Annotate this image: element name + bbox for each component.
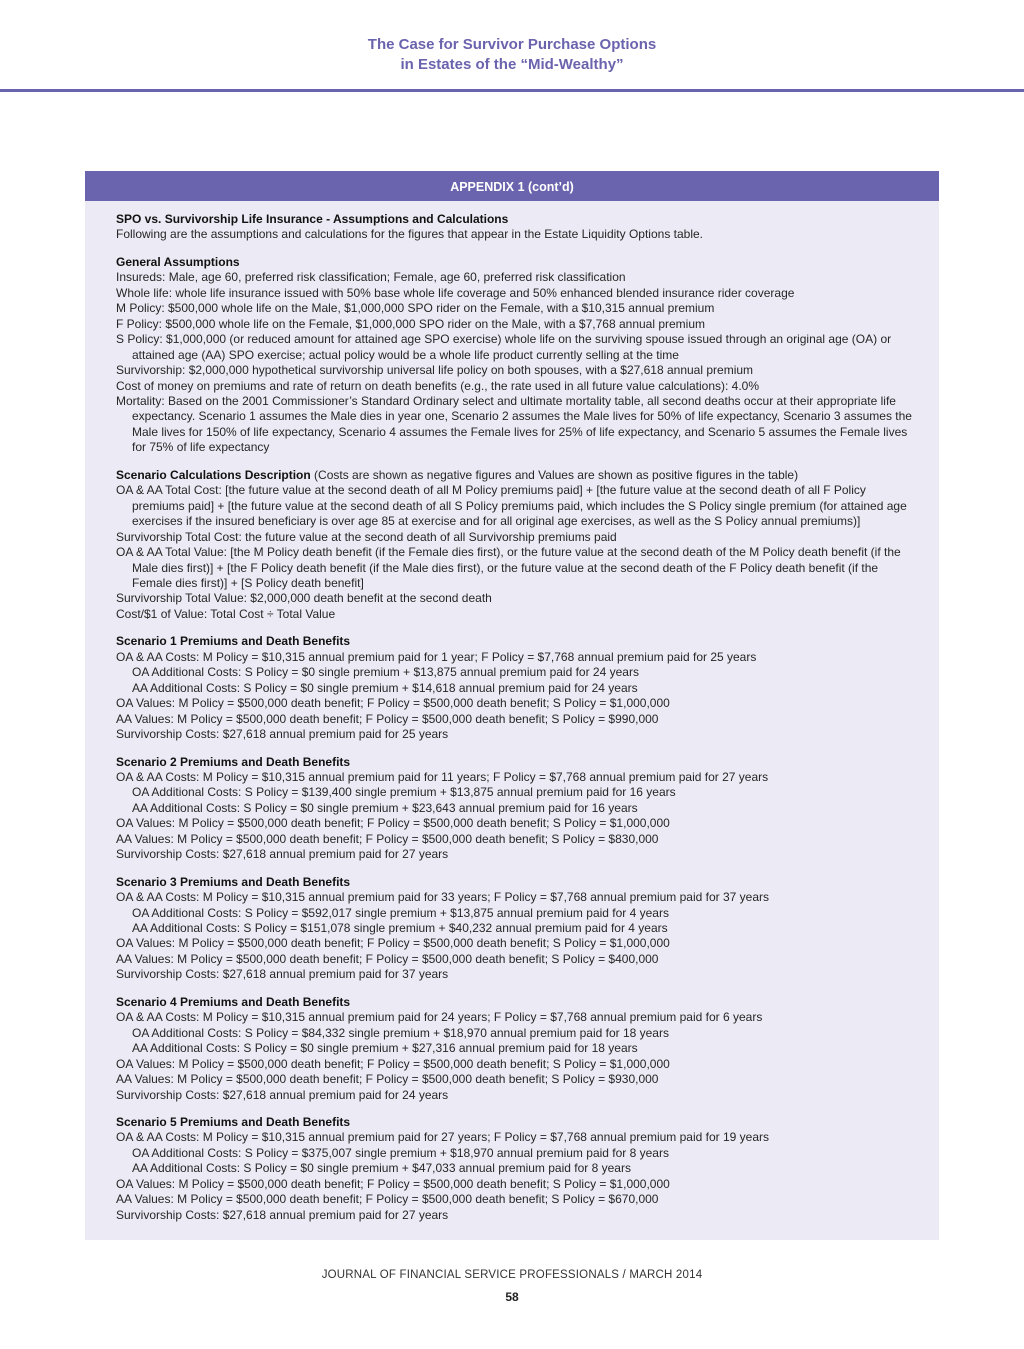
journal-footer: JOURNAL OF FINANCIAL SERVICE PROFESSIONALS / MARCH 2014 bbox=[321, 1269, 703, 1281]
scenario-oa-values: OA Values: M Policy = $500,000 death benefit; F Policy = $500,000 death benefit; S Policy = $1,000,000 bbox=[116, 1176, 670, 1191]
scenario-heading: Scenario 2 Premiums and Death Benefits bbox=[116, 754, 351, 769]
scenario-2-section bbox=[116, 755, 916, 863]
scenario-surv-costs: Survivorship Costs: $27,618 annual premium paid for 27 years bbox=[116, 1207, 449, 1222]
running-header bbox=[0, 35, 1024, 75]
general-heading: General Assumptions bbox=[116, 254, 240, 269]
page-number: 58 bbox=[505, 1290, 519, 1304]
scenario-aa-additional: AA Additional Costs: S Policy = $0 single premium + $14,618 annual premium paid for 24 years bbox=[132, 680, 638, 695]
calc-heading-row bbox=[116, 468, 916, 483]
scenario-1-section bbox=[116, 634, 916, 742]
cost-per-value-line: Cost/$1 of Value: Total Cost ÷ Total Value bbox=[116, 606, 336, 621]
mortality-line: Mortality: Based on the 2001 Commissioner’s Standard Ordinary select and ultimate mortality table, all second deaths occur at their appropriate life expectancy. Scenario 1 assumes the Male dies in year one, Scenario 2 assumes the Male lives for 50% of life expectancy, Scenario 3 assumes the Male lives for 150% of life expectancy, Scenario 4 assumes the Female lives for 25% of life expectancy, and Scenario 5 assumes the Female lives for 75% of life expectancy bbox=[116, 393, 912, 455]
scenario-costs: OA & AA Costs: M Policy = $10,315 annual premium paid for 27 years; F Policy = $7,768 annual premium paid for 19 years bbox=[116, 1130, 770, 1145]
survivorship-line: Survivorship: $2,000,000 hypothetical survivorship universal life policy on both spouses, with a $27,618 annual premium bbox=[116, 363, 754, 378]
scenario-aa-values: AA Values: M Policy = $500,000 death benefit; F Policy = $500,000 death benefit; S Policy = $670,000 bbox=[116, 1192, 659, 1207]
s-policy-line: S Policy: $1,000,000 (or reduced amount for attained age SPO exercise) whole life on the surviving spouse issued through an original age (OA) or attained age (AA) SPO exercise; actual policy would be a whole life product currently selling at the time bbox=[116, 332, 892, 362]
calc-heading: Scenario Calculations Description bbox=[116, 467, 311, 482]
scenario-aa-additional: AA Additional Costs: S Policy = $0 single premium + $27,316 annual premium paid for 18 years bbox=[132, 1041, 638, 1056]
header-line-1: The Case for Survivor Purchase Options bbox=[367, 36, 657, 53]
appendix-content bbox=[116, 212, 916, 1235]
scenario-oa-additional: OA Additional Costs: S Policy = $592,017 single premium + $13,875 annual premium paid for 4 years bbox=[132, 905, 669, 920]
scenario-oa-values: OA Values: M Policy = $500,000 death benefit; F Policy = $500,000 death benefit; S Policy = $1,000,000 bbox=[116, 696, 670, 711]
scenario-oa-additional: OA Additional Costs: S Policy = $139,400 single premium + $13,875 annual premium paid for 16 years bbox=[132, 785, 676, 800]
scenario-3-section bbox=[116, 875, 916, 983]
scenario-aa-values: AA Values: M Policy = $500,000 death benefit; F Policy = $500,000 death benefit; S Policy = $830,000 bbox=[116, 831, 659, 846]
scenario-oa-additional: OA Additional Costs: S Policy = $0 single premium + $13,875 annual premium paid for 24 years bbox=[132, 665, 639, 680]
scenario-aa-additional: AA Additional Costs: S Policy = $151,078 single premium + $40,232 annual premium paid for 4 years bbox=[132, 921, 668, 936]
scenario-oa-additional: OA Additional Costs: S Policy = $375,007 single premium + $18,970 annual premium paid for 8 years bbox=[132, 1145, 669, 1160]
f-policy-line: F Policy: $500,000 whole life on the Female, $1,000,000 SPO rider on the Male, with a $7,768 annual premium bbox=[116, 316, 706, 331]
header-line-2: in Estates of the “Mid-Wealthy” bbox=[400, 56, 624, 73]
scenario-oa-values: OA Values: M Policy = $500,000 death benefit; F Policy = $500,000 death benefit; S Policy = $1,000,000 bbox=[116, 936, 670, 951]
scenario-4-section bbox=[116, 995, 916, 1103]
scenario-surv-costs: Survivorship Costs: $27,618 annual premium paid for 37 years bbox=[116, 967, 449, 982]
header-rule bbox=[0, 89, 1024, 92]
total-cost-line: OA & AA Total Cost: [the future value at the second death of all M Policy premiums paid] + [the future value at the second death of all F Policy premiums paid] + [the future value at the second death of all S Policy premiums paid, which includes the S Policy single premium (for attained age exercises if the insured beneficiary is over age 85 at exercise and for all original age exercises, as well as the S Policy annual premiums)] bbox=[116, 483, 907, 529]
scenario-aa-additional: AA Additional Costs: S Policy = $0 single premium + $47,033 annual premium paid for 8 years bbox=[132, 1161, 631, 1176]
cost-of-money-line: Cost of money on premiums and rate of return on death benefits (e.g., the rate used in all future value calculations): 4.0% bbox=[116, 378, 760, 393]
intro-section bbox=[116, 212, 916, 243]
scenario-aa-values: AA Values: M Policy = $500,000 death benefit; F Policy = $500,000 death benefit; S Policy = $400,000 bbox=[116, 951, 659, 966]
scenario-surv-costs: Survivorship Costs: $27,618 annual premium paid for 27 years bbox=[116, 847, 449, 862]
scenario-costs: OA & AA Costs: M Policy = $10,315 annual premium paid for 11 years; F Policy = $7,768 annual premium paid for 27 years bbox=[116, 769, 769, 784]
surv-total-value-line: Survivorship Total Value: $2,000,000 death benefit at the second death bbox=[116, 591, 492, 606]
scenario-heading: Scenario 1 Premiums and Death Benefits bbox=[116, 634, 351, 649]
appendix-title: APPENDIX 1 (cont’d) bbox=[85, 171, 939, 201]
scenario-costs: OA & AA Costs: M Policy = $10,315 annual premium paid for 24 years; F Policy = $7,768 annual premium paid for 6 years bbox=[116, 1010, 763, 1025]
general-assumptions-section bbox=[116, 255, 916, 456]
m-policy-line: M Policy: $500,000 whole life on the Male, $1,000,000 SPO rider on the Female, with a $10,315 annual premium bbox=[116, 301, 715, 316]
calculations-section bbox=[116, 468, 916, 623]
intro-heading: SPO vs. Survivorship Life Insurance - Assumptions and Calculations bbox=[116, 212, 509, 226]
scenario-heading: Scenario 5 Premiums and Death Benefits bbox=[116, 1115, 351, 1130]
scenario-aa-additional: AA Additional Costs: S Policy = $0 single premium + $23,643 annual premium paid for 16 years bbox=[132, 800, 638, 815]
scenario-5-section bbox=[116, 1115, 916, 1223]
scenario-costs: OA & AA Costs: M Policy = $10,315 annual premium paid for 33 years; F Policy = $7,768 annual premium paid for 37 years bbox=[116, 890, 770, 905]
scenario-aa-values: AA Values: M Policy = $500,000 death benefit; F Policy = $500,000 death benefit; S Policy = $930,000 bbox=[116, 1072, 659, 1087]
appendix-panel bbox=[85, 171, 939, 1240]
scenario-oa-values: OA Values: M Policy = $500,000 death benefit; F Policy = $500,000 death benefit; S Policy = $1,000,000 bbox=[116, 816, 670, 831]
scenario-surv-costs: Survivorship Costs: $27,618 annual premium paid for 25 years bbox=[116, 727, 449, 742]
scenario-surv-costs: Survivorship Costs: $27,618 annual premium paid for 24 years bbox=[116, 1087, 449, 1102]
calc-heading-note: (Costs are shown as negative figures and Values are shown as positive figures in the table) bbox=[310, 467, 799, 482]
scenario-aa-values: AA Values: M Policy = $500,000 death benefit; F Policy = $500,000 death benefit; S Policy = $990,000 bbox=[116, 711, 659, 726]
scenario-oa-additional: OA Additional Costs: S Policy = $84,332 single premium + $18,970 annual premium paid for 18 years bbox=[132, 1025, 669, 1040]
scenario-heading: Scenario 3 Premiums and Death Benefits bbox=[116, 874, 351, 889]
surv-total-cost-line: Survivorship Total Cost: the future value at the second death of all Survivorship premiums paid bbox=[116, 529, 617, 544]
insureds-line: Insureds: Male, age 60, preferred risk classification; Female, age 60, preferred risk classification bbox=[116, 270, 626, 285]
scenario-costs: OA & AA Costs: M Policy = $10,315 annual premium paid for 1 year; F Policy = $7,768 annual premium paid for 25 years bbox=[116, 649, 757, 664]
intro-text: Following are the assumptions and calculations for the figures that appear in the Estate Liquidity Options table. bbox=[116, 227, 704, 242]
scenario-heading: Scenario 4 Premiums and Death Benefits bbox=[116, 994, 351, 1009]
whole-life-line: Whole life: whole life insurance issued with 50% base whole life coverage and 50% enhanced blended insurance rider coverage bbox=[116, 285, 795, 300]
scenario-oa-values: OA Values: M Policy = $500,000 death benefit; F Policy = $500,000 death benefit; S Policy = $1,000,000 bbox=[116, 1056, 670, 1071]
total-value-line: OA & AA Total Value: [the M Policy death benefit (if the Female dies first), or the future value at the second death of the M Policy death benefit (if the Male dies first)] + [the F Policy death benefit (if the Male dies first), or the future value at the second death of the F Policy death benefit (if the Female dies first)] + [S Policy death benefit] bbox=[116, 545, 901, 590]
